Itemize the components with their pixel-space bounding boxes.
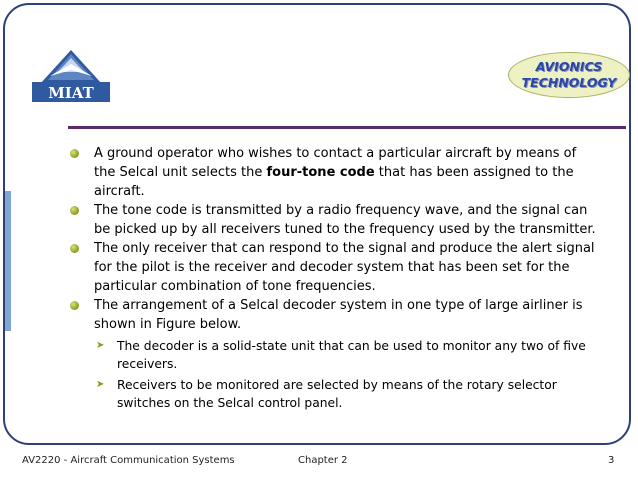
footer-page-number: 3 [608, 455, 615, 466]
logo-text: MIAT [48, 84, 94, 102]
arrow-bullet-icon: ➤ [96, 379, 105, 390]
bullet-text: The only receiver that can respond to the signal and produce the alert signal for the pilot is the receiver and decoder system that has been set for the particular combination of tone frequencies. [94, 241, 595, 294]
badge-line1: AVIONICS [535, 59, 603, 74]
badge-line2: TECHNOLOGY [521, 75, 617, 90]
title-divider [68, 126, 626, 129]
miat-logo [28, 48, 114, 104]
bullet-bold-text: four-tone code [266, 165, 375, 180]
sub-bullet-item [70, 337, 600, 373]
footer-course: AV2220 - Aircraft Communication Systems [22, 455, 235, 466]
bullet-dot-icon [70, 149, 79, 158]
slide-content [70, 144, 600, 412]
avionics-technology-badge [508, 52, 630, 98]
left-accent-strip [5, 191, 11, 331]
bullet-dot-icon [70, 206, 79, 215]
bullet-item [70, 239, 600, 296]
bullet-dot-icon [70, 244, 79, 253]
bullet-item [70, 296, 600, 334]
sub-bullet-text: Receivers to be monitored are selected by means of the rotary selector switches on the Selcal control panel. [117, 378, 557, 410]
sub-bullet-text: The decoder is a solid-state unit that can be used to monitor any two of five receivers. [117, 339, 586, 371]
bullet-item [70, 201, 600, 239]
bullet-item [70, 144, 600, 201]
bullet-text: The tone code is transmitted by a radio frequency wave, and the signal can be picked up by all receivers tuned to the frequency used by the transmitter. [94, 203, 596, 237]
bullet-text: A ground operator who wishes to contact a particular aircraft by means of the Selcal unit selects the [94, 146, 577, 180]
sub-bullet-item [70, 376, 600, 412]
bullet-text: that has been assigned to the aircraft. [94, 165, 574, 199]
footer-chapter: Chapter 2 [298, 455, 348, 466]
bullet-text: The arrangement of a Selcal decoder system in one type of large airliner is shown in Figure below. [94, 298, 583, 332]
bullet-dot-icon [70, 301, 79, 310]
arrow-bullet-icon: ➤ [96, 340, 105, 351]
